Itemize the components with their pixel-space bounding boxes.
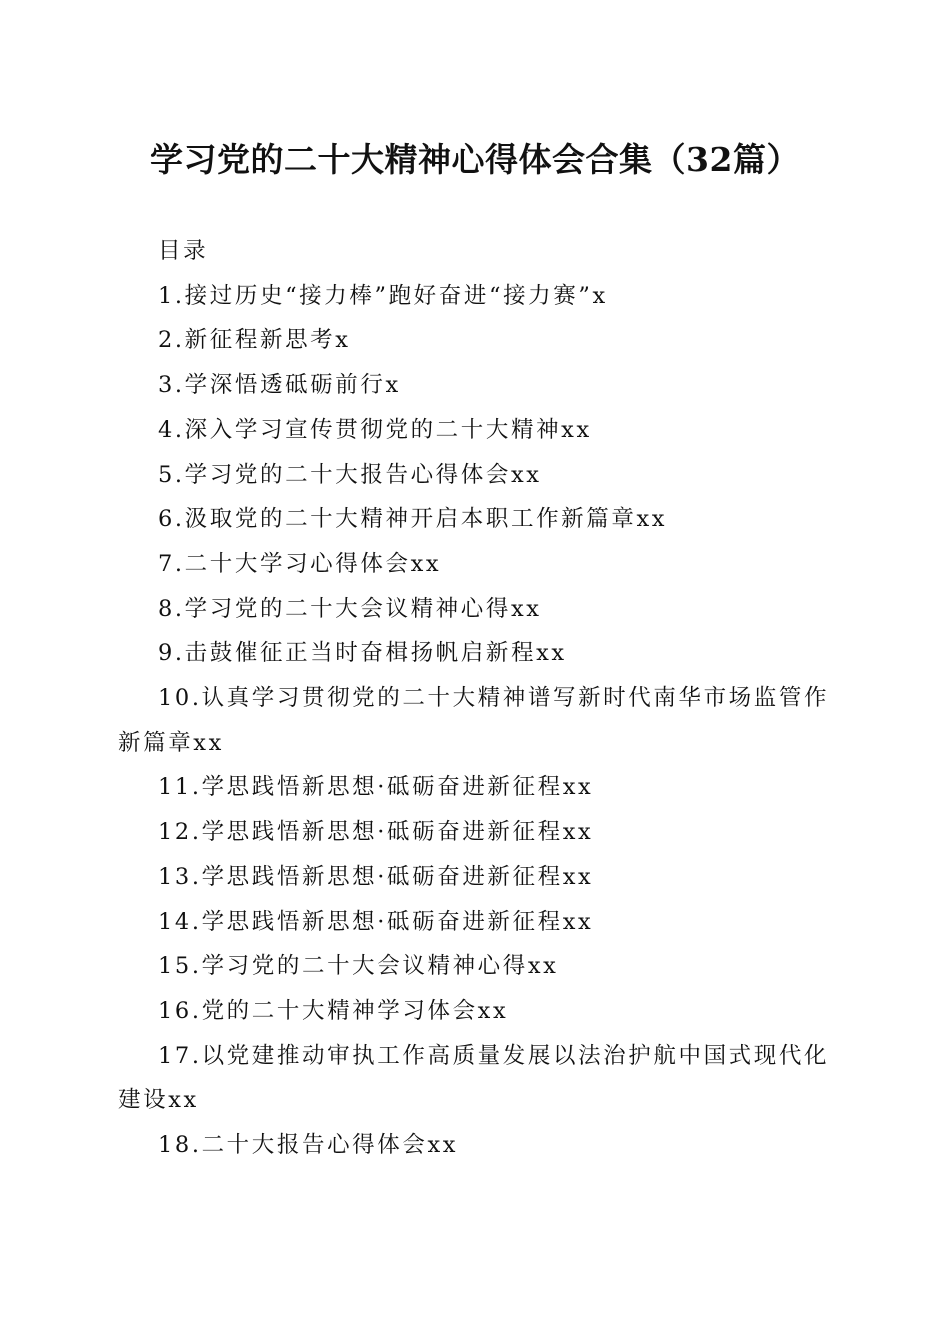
toc-item-2: 2.新征程新思考x [158,327,351,354]
toc-item-7: 7.二十大学习心得体会xx [158,550,442,577]
toc-item-6: 6.汲取党的二十大精神开启本职工作新篇章xx [158,506,668,533]
toc-item-9: 9.击鼓催征正当时奋楫扬帆启新程xx [158,640,567,667]
toc-item-15: 15.学习党的二十大会议精神心得xx [158,953,559,980]
toc-item-12: 12.学思践悟新思想·砥砺奋进新征程xx [158,819,594,846]
document-title: 学习党的二十大精神心得体会合集（32篇） [150,140,800,179]
table-of-contents [118,229,830,1168]
toc-item-3: 3.学深悟透砥砺前行x [158,372,401,399]
toc-heading: 目录 [158,238,209,264]
toc-item-17: 17.以党建推动审执工作高质量发展以法治护航中国式现代化建设xx [118,1042,830,1114]
toc-item-13: 13.学思践悟新思想·砥砺奋进新征程xx [158,863,594,890]
toc-item-8: 8.学习党的二十大会议精神心得xx [158,595,542,622]
toc-item-4: 4.深入学习宣传贯彻党的二十大精神xx [158,416,592,443]
toc-item-1: 1.接过历史“接力棒”跑好奋进“接力赛”x [158,282,608,309]
toc-item-5: 5.学习党的二十大报告心得体会xx [158,461,542,488]
toc-item-18: 18.二十大报告心得体会xx [158,1132,459,1159]
toc-item-14: 14.学思践悟新思想·砥砺奋进新征程xx [158,908,594,935]
toc-item-11: 11.学思践悟新思想·砥砺奋进新征程xx [158,774,594,801]
toc-item-10: 10.认真学习贯彻党的二十大精神谱写新时代南华市场监管作新篇章xx [118,685,830,756]
toc-item-16: 16.党的二十大精神学习体会xx [158,997,509,1024]
